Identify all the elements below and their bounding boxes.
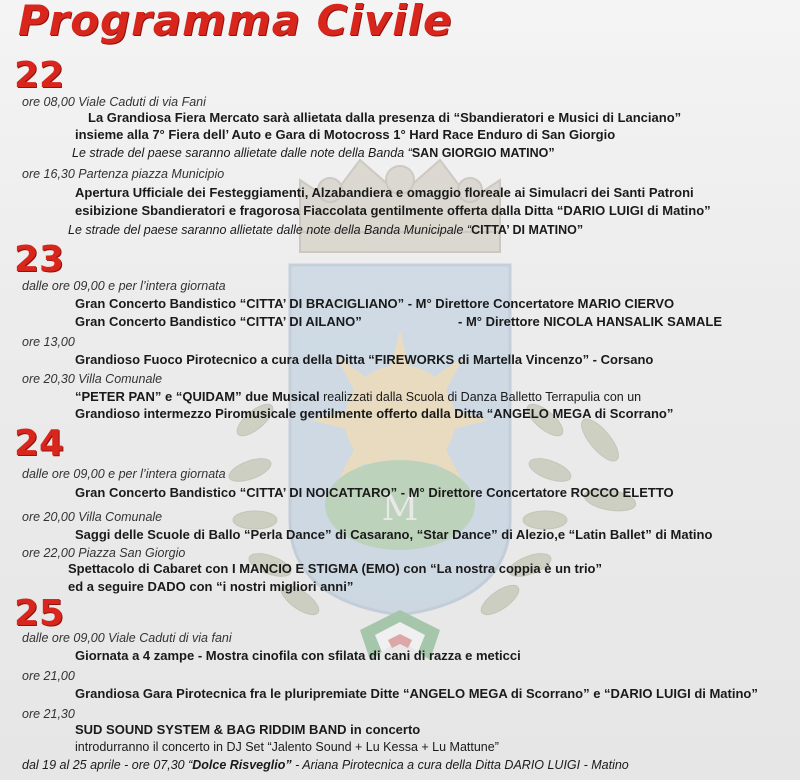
- event-time: ore 20,30 Villa Comunale: [22, 372, 163, 386]
- note-text: Le strade del paese saranno allietate dalle note della Banda Municipale “: [68, 223, 472, 237]
- event-time: dalle ore 09,00 Viale Caduti di via fani: [22, 631, 232, 645]
- event-time: dalle ore 09,00 e per l’intera giornata: [22, 467, 226, 481]
- event-time: ore 21,00: [22, 669, 75, 683]
- event-line: ed a seguire DADO con “i nostri migliori anni”: [68, 579, 354, 594]
- event-time: ore 20,00 Villa Comunale: [22, 510, 163, 524]
- event-time: ore 21,30: [22, 707, 75, 721]
- event-line: introdurranno il concerto in DJ Set “Jalento Sound + Lu Kessa + Lu Mattune”: [75, 740, 499, 754]
- event-line: Giornata a 4 zampe - Mostra cinofila con sfilata di cani di razza e meticci: [75, 648, 521, 663]
- footer-note: [22, 757, 629, 773]
- event-line: SUD SOUND SYSTEM & BAG RIDDIM BAND in concerto: [75, 722, 421, 737]
- footer-text: dal 19 al 25 aprile - ore 07,30 “: [22, 758, 193, 772]
- event-line: Spettacolo di Cabaret con I MANCIO E STIGMA (EMO) con “La nostra coppia è un trio”: [68, 561, 603, 576]
- event-note: [68, 222, 583, 238]
- event-line: - M° Direttore NICOLA HANSALIK SAMALE: [458, 314, 722, 329]
- event-time: ore 16,30 Partenza piazza Municipio: [22, 167, 225, 181]
- event-time: ore 13,00: [22, 335, 75, 349]
- event-line: Gran Concerto Bandistico “CITTA’ DI BRACIGLIANO” - M° Direttore Concertatore MARIO CIERVO: [75, 296, 675, 311]
- event-line: esibizione Sbandieratori e fragorosa Fiaccolata gentilmente offerta dalla Ditta “DARIO LUIGI di Matino”: [75, 203, 711, 218]
- event-line: Apertura Ufficiale dei Festeggiamenti, Alzabandiera e omaggio floreale ai Simulacri dei Santi Patroni: [75, 185, 694, 200]
- event-line: Gran Concerto Bandistico “CITTA’ DI AILANO”: [75, 314, 362, 329]
- page-title: Programma Civile: [18, 0, 453, 45]
- musical-titles: “PETER PAN” e “QUIDAM” due Musical: [75, 389, 320, 404]
- event-line: Grandioso intermezzo Piromusicale gentilmente offerto dalla Ditta “ANGELO MEGA di Scorrano”: [75, 406, 674, 421]
- event-line: insieme alla 7° Fiera dell’ Auto e Gara di Motocross 1° Hard Race Enduro di San Giorgio: [75, 127, 616, 142]
- event-line: Grandioso Fuoco Pirotecnico a cura della Ditta “FIREWORKS di Martella Vincenzo” - Corsano: [75, 352, 654, 367]
- day-label-23: 23: [14, 239, 65, 280]
- event-line: Saggi delle Scuole di Ballo “Perla Dance” di Casarano, “Star Dance” di Alezio,e “Latin Ballet” di Matino: [75, 527, 713, 542]
- day-label-24: 24: [14, 423, 65, 464]
- day-label-22: 22: [14, 55, 65, 96]
- note-text: Le strade del paese saranno allietate dalle note della Banda “: [72, 146, 412, 160]
- event-note: [72, 145, 555, 161]
- event-time: dalle ore 09,00 e per l’intera giornata: [22, 279, 226, 293]
- footer-text: - Ariana Pirotecnica a cura della Ditta DARIO LUIGI - Matino: [291, 758, 629, 772]
- day-label-25: 25: [14, 593, 65, 634]
- event-line: La Grandiosa Fiera Mercato sarà allietata dalla presenza di “Sbandieratori e Musici di Lanciano”: [88, 110, 682, 125]
- emblem-letter: M: [381, 488, 419, 529]
- event-line: Gran Concerto Bandistico “CITTA’ DI NOICATTARO” - M° Direttore Concertatore ROCCO ELETTO: [75, 485, 674, 500]
- event-text: realizzati dalla Scuola di Danza Balletto Terrapulia con un: [319, 390, 642, 404]
- note-band: CITTA’ DI MATINO”: [471, 223, 584, 237]
- event-line: [75, 389, 641, 405]
- note-band: SAN GIORGIO MATINO”: [411, 146, 555, 160]
- event-time: ore 22,00 Piazza San Giorgio: [22, 546, 186, 560]
- event-time: ore 08,00 Viale Caduti di via Fani: [22, 95, 206, 109]
- footer-highlight: Dolce Risveglio”: [192, 758, 292, 772]
- event-line: Grandiosa Gara Pirotecnica fra le pluripremiate Ditte “ANGELO MEGA di Scorrano” e “DARIO LUIGI di Matino”: [75, 686, 758, 701]
